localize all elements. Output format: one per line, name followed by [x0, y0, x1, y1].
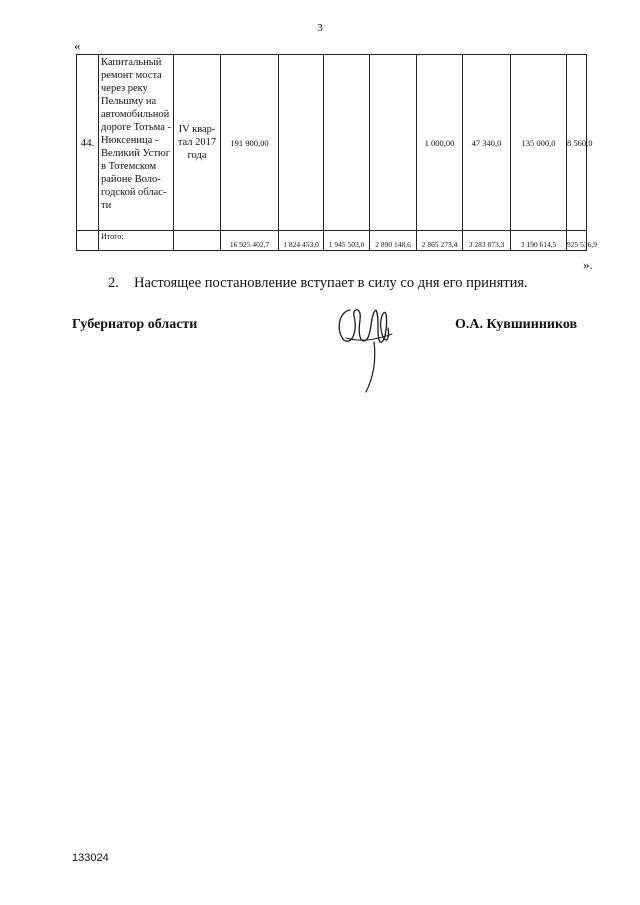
row-description — [99, 55, 174, 231]
description-line: через реку — [101, 83, 148, 94]
description-line: ти — [101, 200, 112, 211]
total-term-cell — [174, 231, 221, 251]
description-line: автомобильной — [101, 109, 170, 120]
total-value-cell: 1 824 453,0 — [279, 231, 324, 251]
total-value-cell: 3 283 873,3 — [463, 231, 511, 251]
row-term — [174, 55, 221, 231]
row-value-cell — [279, 55, 324, 231]
total-value-cell: 16 925 402,7 — [221, 231, 279, 251]
clause-number: 2. — [108, 275, 119, 291]
signature — [330, 300, 402, 395]
row-value-cell: 8 560,0 — [567, 55, 587, 231]
clause-text: Настоящее постановление вступает в силу со дня его принятия. — [134, 275, 528, 291]
signatory-name: О.А. Кувшинников — [455, 317, 578, 332]
description-line: Капитальный — [101, 57, 162, 68]
description-line: дороге Тотьма - — [101, 122, 172, 133]
description-line: Пельшму на — [101, 96, 157, 107]
total-value-cell: 3 190 614,5 — [511, 231, 567, 251]
total-value-cell: 2 865 273,4 — [417, 231, 463, 251]
description-line: ремонт моста — [101, 70, 162, 81]
opening-quote: « — [74, 38, 81, 53]
total-label: Итого: — [99, 231, 174, 251]
total-value-cell: 1 945 503,0 — [324, 231, 370, 251]
row-value-cell: 135 000,0 — [511, 55, 567, 231]
row-value-cell — [324, 55, 370, 231]
document-code: 133024 — [72, 852, 109, 864]
total-value-cell: 925 536,9 — [567, 231, 587, 251]
row-value-cell — [370, 55, 417, 231]
page-number: 3 — [317, 22, 323, 34]
term-line: IV квар- — [178, 124, 216, 135]
closing-quote: ». — [583, 257, 593, 272]
clause-paragraph — [108, 275, 528, 292]
row-number: 44. — [77, 55, 99, 231]
row-value-cell: 47 340,0 — [463, 55, 511, 231]
total-row — [77, 231, 587, 251]
total-value-cell: 2 890 148,6 — [370, 231, 417, 251]
description-line: годской облас- — [101, 187, 167, 198]
program-table — [76, 54, 597, 251]
row-value-cell: 191 900,00 — [221, 55, 279, 231]
table-row — [77, 55, 587, 231]
description-line: районе Воло- — [101, 174, 161, 185]
term-line: года — [187, 150, 207, 161]
row-value-cell: 1 000,00 — [417, 55, 463, 231]
signatory-title: Губернатор области — [72, 317, 198, 332]
term-line: тал 2017 — [177, 137, 217, 148]
description-line: в Тотемском — [101, 161, 157, 172]
description-line: Великий Устюг — [101, 148, 171, 159]
description-line: Нюксеница - — [101, 135, 159, 146]
total-number-cell — [77, 231, 99, 251]
